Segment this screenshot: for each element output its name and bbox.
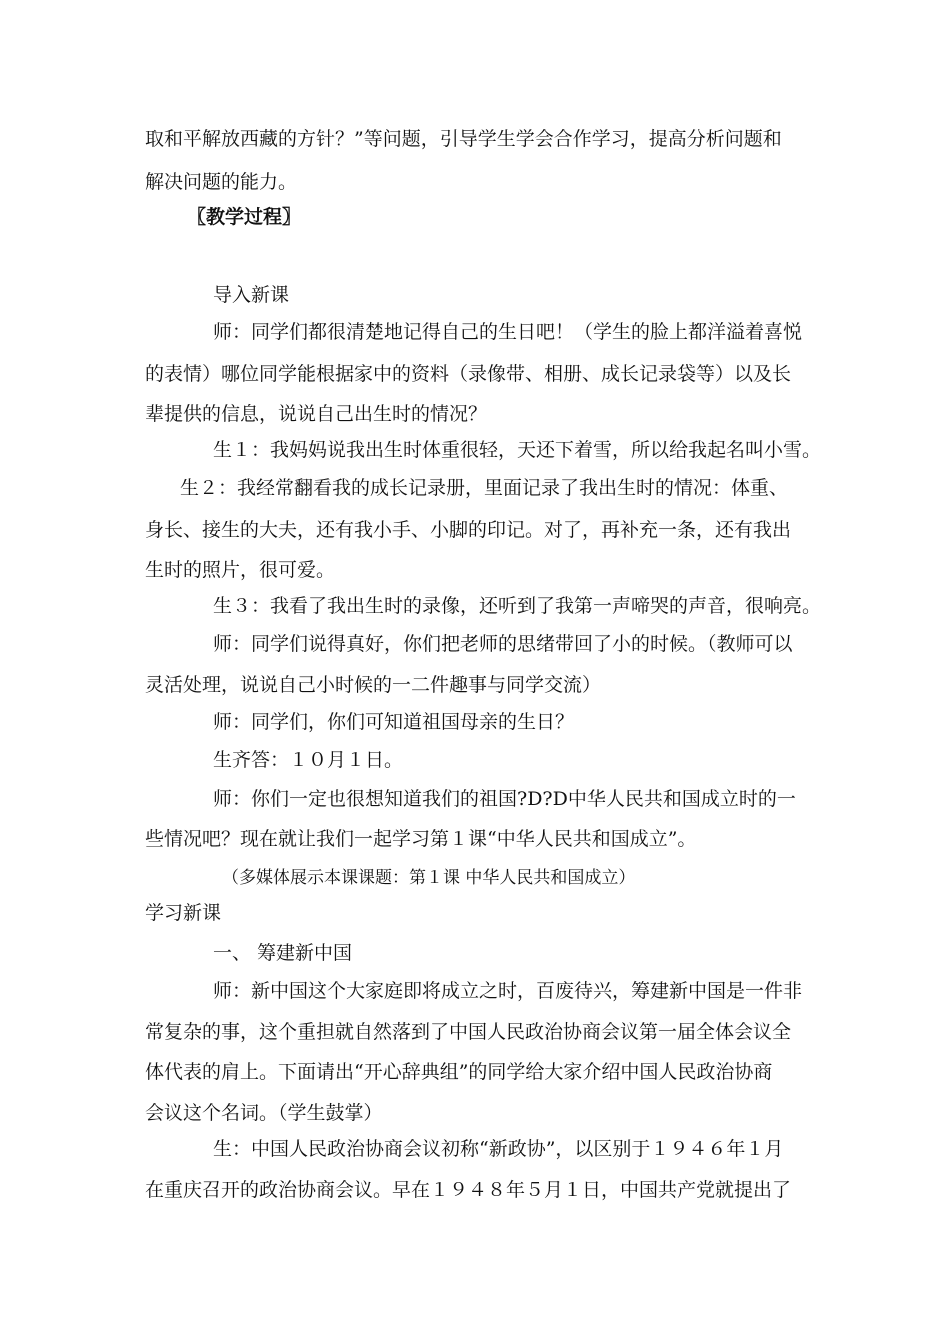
text-line: 生齐答：１０月１日。 — [213, 749, 404, 771]
text-line: 会议这个名词。（学生鼓掌） — [145, 1102, 383, 1124]
text-line: 师：同学们说得真好，你们把老师的思绪带回了小的时候。（教师可以 — [213, 633, 793, 655]
text-line: 身长、接生的大夫，还有我小手、小脚的印记。对了，再补充一条，还有我出 — [145, 519, 792, 541]
text-line: 生１：我妈妈说我出生时体重很轻，天还下着雪，所以给我起名叫小雪。 — [213, 439, 822, 461]
text-line: 生２：我经常翻看我的成长记录册，里面记录了我出生时的情况：体重、 — [180, 477, 789, 499]
text-line: 的表情）哪位同学能根据家中的资料（录像带、相册、成长记录袋等）以及长 — [145, 363, 792, 385]
text-line: 灵活处理，说说自己小时候的一二件趣事与同学交流） — [145, 674, 602, 696]
text-line: 常复杂的事，这个重担就自然落到了中国人民政治协商会议第一届全体会议全 — [145, 1021, 792, 1043]
text-line: 师：同学们都很清楚地记得自己的生日吧！（学生的脸上都洋溢着喜悦 — [213, 321, 803, 343]
text-line: 解决问题的能力。 — [145, 171, 298, 193]
caption-line: （多媒体展示本课课题：第１课 中华人民共和国成立） — [222, 868, 636, 888]
text-line: 生：中国人民政治协商会议初称“新政协”，以区别于１９４６年１月 — [213, 1138, 784, 1160]
section-heading: 〖教学过程〗 — [187, 206, 302, 228]
text-line: 些情况吧？现在就让我们一起学习第１课“中华人民共和国成立”。 — [145, 828, 697, 850]
text-line: 生时的照片，很可爱。 — [145, 559, 336, 581]
subheading: 导入新课 — [213, 284, 290, 306]
subheading: 学习新课 — [145, 902, 222, 924]
text-line: 生３：我看了我出生时的录像，还听到了我第一声啼哭的声音，很响亮。 — [213, 595, 822, 617]
text-line: 体代表的肩上。下面请出“开心辞典组”的同学给大家介绍中国人民政治协商 — [145, 1061, 773, 1083]
text-line: 师：你们一定也很想知道我们的祖国?D?D中华人民共和国成立时的一 — [213, 788, 796, 810]
text-line: 师：新中国这个大家庭即将成立之时，百废待兴，筹建新中国是一件非 — [213, 980, 803, 1002]
text-line: 师：同学们，你们可知道祖国母亲的生日？ — [213, 711, 575, 733]
text-line: 辈提供的信息，说说自己出生时的情况？ — [145, 403, 488, 425]
subheading: 一、 筹建新中国 — [213, 942, 353, 964]
text-line: 取和平解放西藏的方针？”等问题，引导学生学会合作学习，提高分析问题和 — [145, 128, 782, 150]
text-line: 在重庆召开的政治协商会议。早在１９４８年５月１日，中国共产党就提出了 — [145, 1179, 792, 1201]
